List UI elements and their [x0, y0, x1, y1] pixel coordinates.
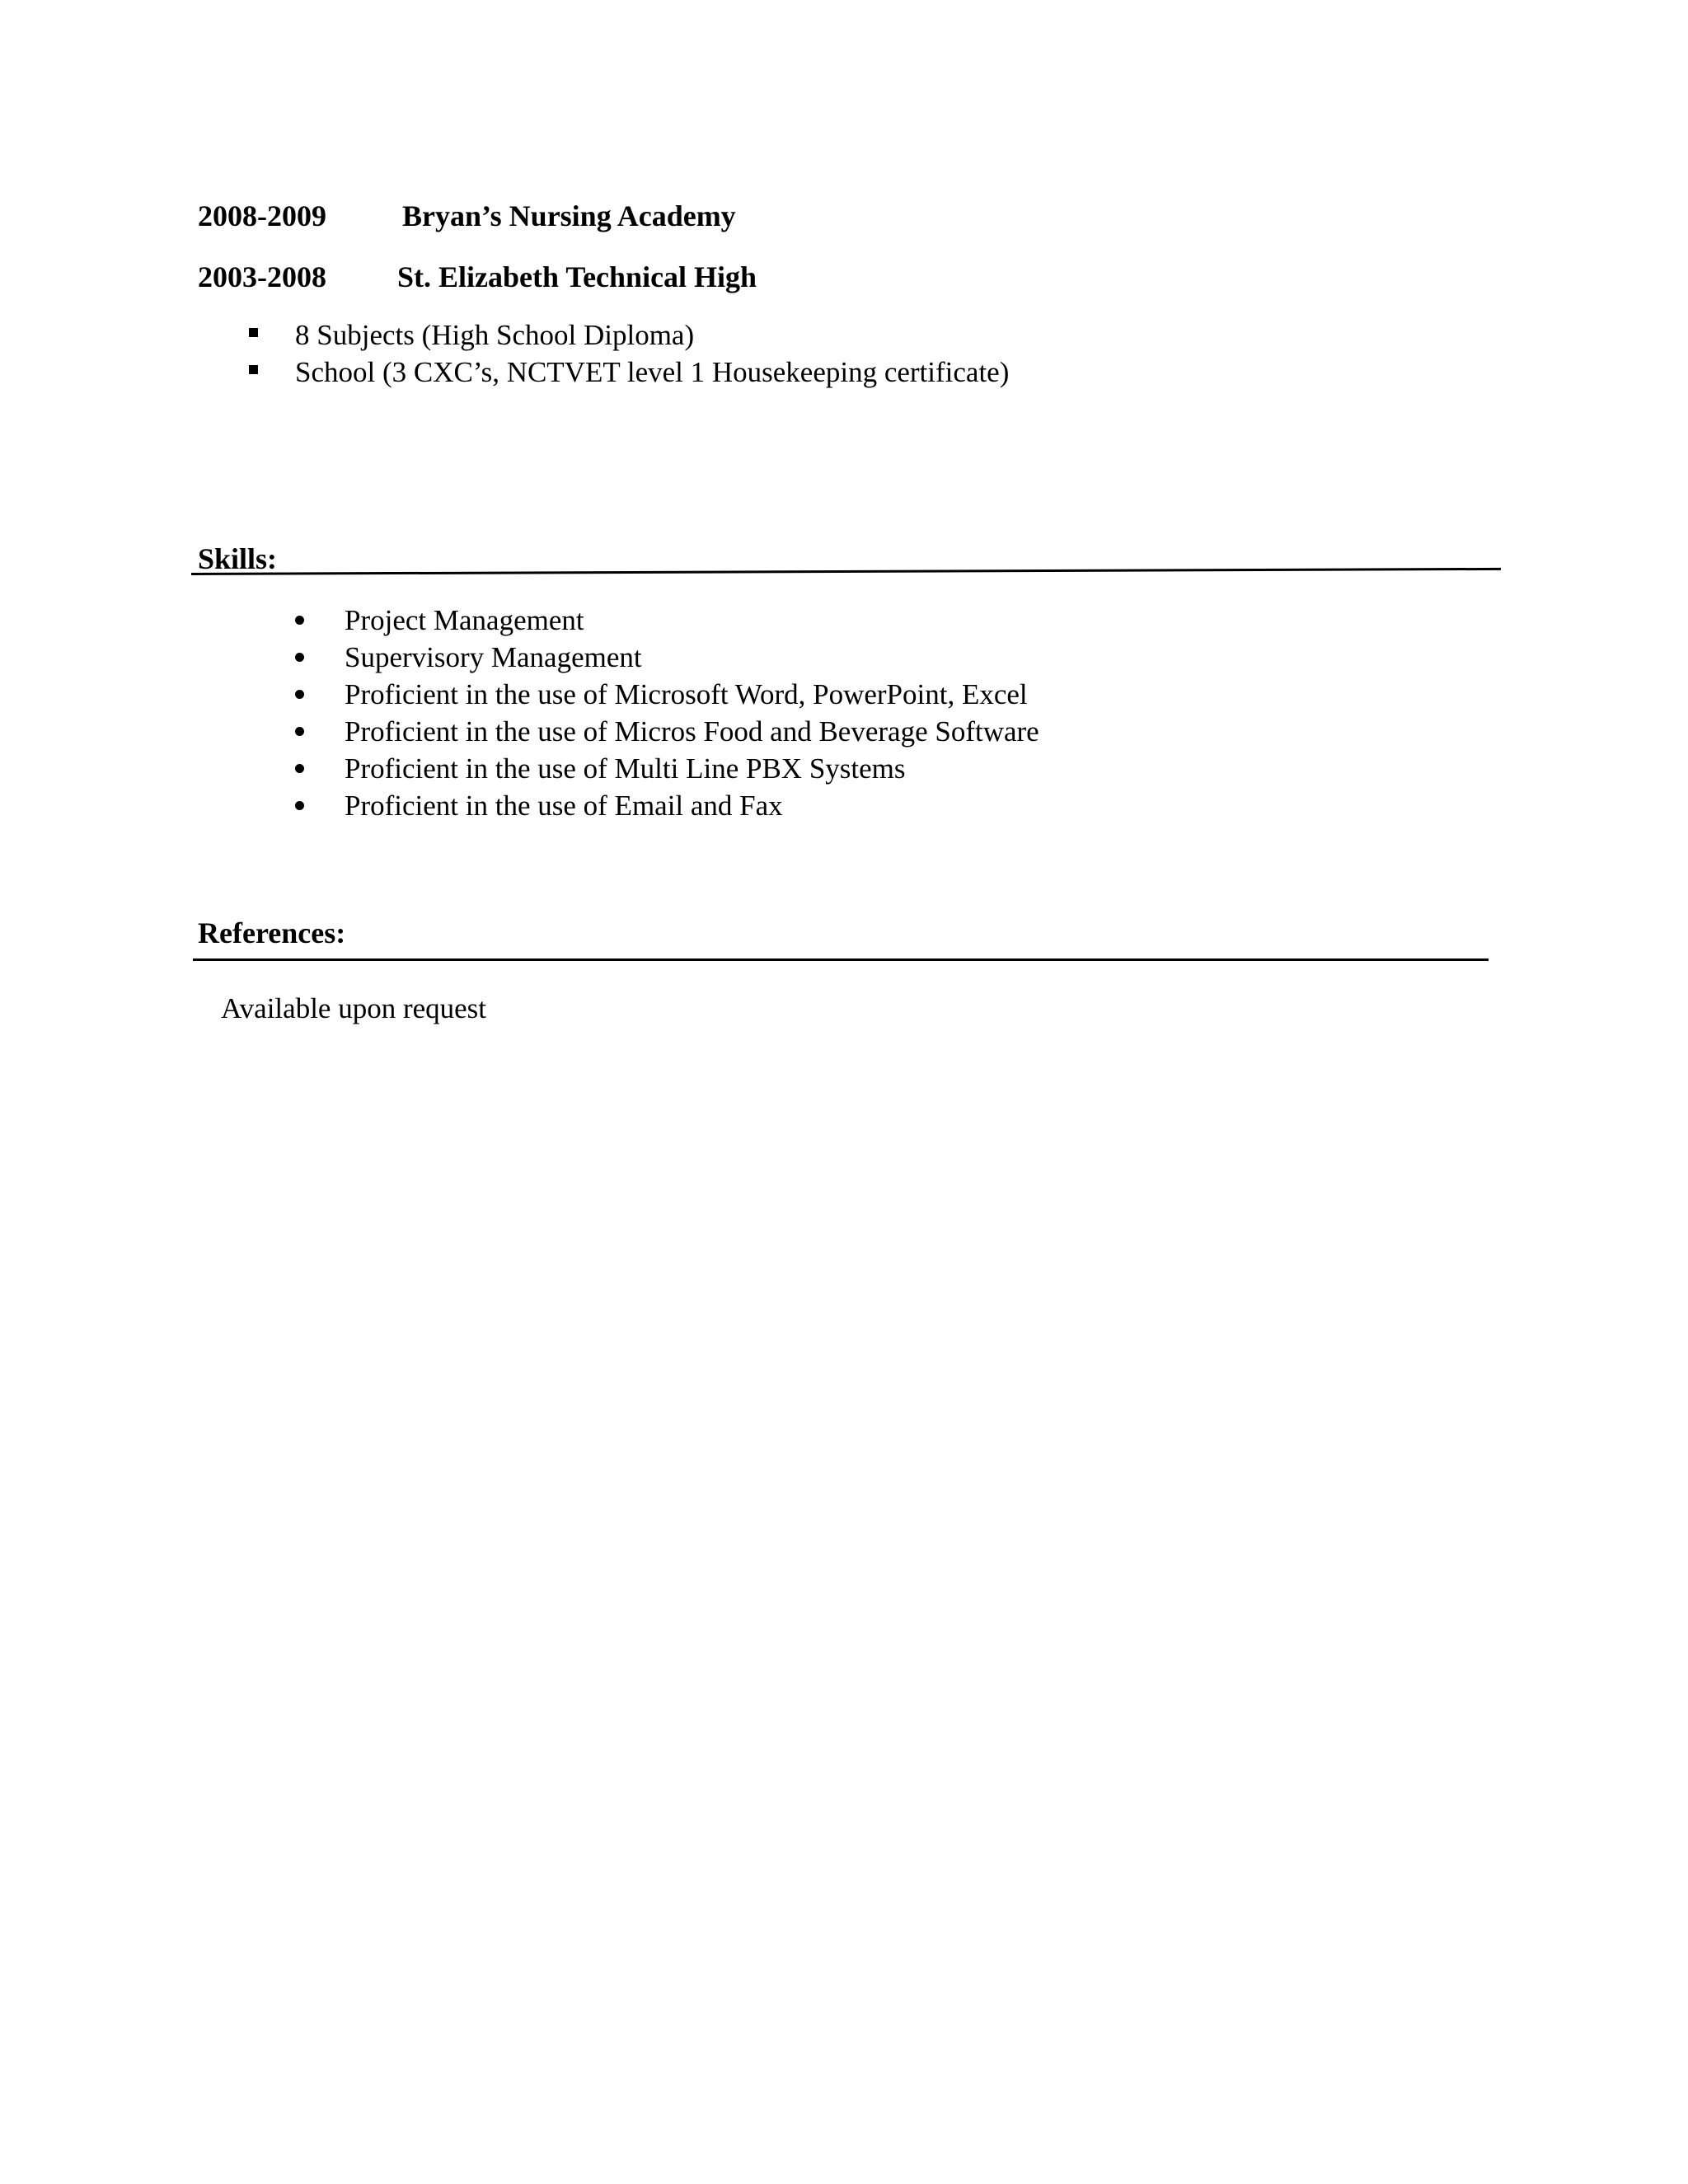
references-heading: References:	[198, 916, 346, 949]
section-divider	[191, 568, 1501, 575]
list-item-text: School (3 CXC’s, NCTVET level 1 Housekeeping certificate)	[295, 356, 1010, 388]
skills-heading: Skills:	[198, 542, 278, 575]
bullet-icon	[295, 727, 304, 736]
list-item	[247, 354, 1009, 391]
list-item	[295, 787, 1039, 824]
list-item	[295, 676, 1039, 713]
education-school: Bryan’s Nursing Academy	[402, 199, 736, 232]
education-entry	[198, 198, 736, 234]
list-item-text: Proficient in the use of Email and Fax	[345, 790, 783, 822]
bullet-icon	[295, 616, 304, 625]
list-item	[295, 750, 1039, 787]
list-item-text: Proficient in the use of Multi Line PBX Systems	[345, 752, 906, 785]
bullet-icon	[295, 801, 304, 810]
list-item-text: 8 Subjects (High School Diploma)	[295, 319, 695, 351]
bullet-icon	[295, 690, 304, 699]
references-text: Available upon request	[221, 992, 487, 1024]
list-item-text: Proficient in the use of Micros Food and Beverage Software	[345, 715, 1039, 748]
bullet-icon	[295, 653, 304, 662]
education-years: 2003-2008	[198, 260, 326, 293]
education-school: St. Elizabeth Technical High	[397, 260, 757, 293]
education-details-list	[247, 316, 1009, 391]
bullet-icon	[295, 764, 304, 773]
square-bullet-icon	[249, 365, 258, 374]
skills-list	[295, 602, 1039, 824]
list-item	[295, 602, 1039, 639]
list-item	[247, 316, 1009, 354]
square-bullet-icon	[249, 328, 258, 337]
list-item-text: Project Management	[345, 604, 584, 636]
education-years: 2008-2009	[198, 199, 326, 232]
list-item	[295, 713, 1039, 750]
section-divider	[193, 958, 1489, 961]
list-item-text: Proficient in the use of Microsoft Word, PowerPoint, Excel	[345, 678, 1028, 710]
education-entry	[198, 259, 757, 295]
list-item-text: Supervisory Management	[345, 641, 642, 673]
list-item	[295, 639, 1039, 676]
